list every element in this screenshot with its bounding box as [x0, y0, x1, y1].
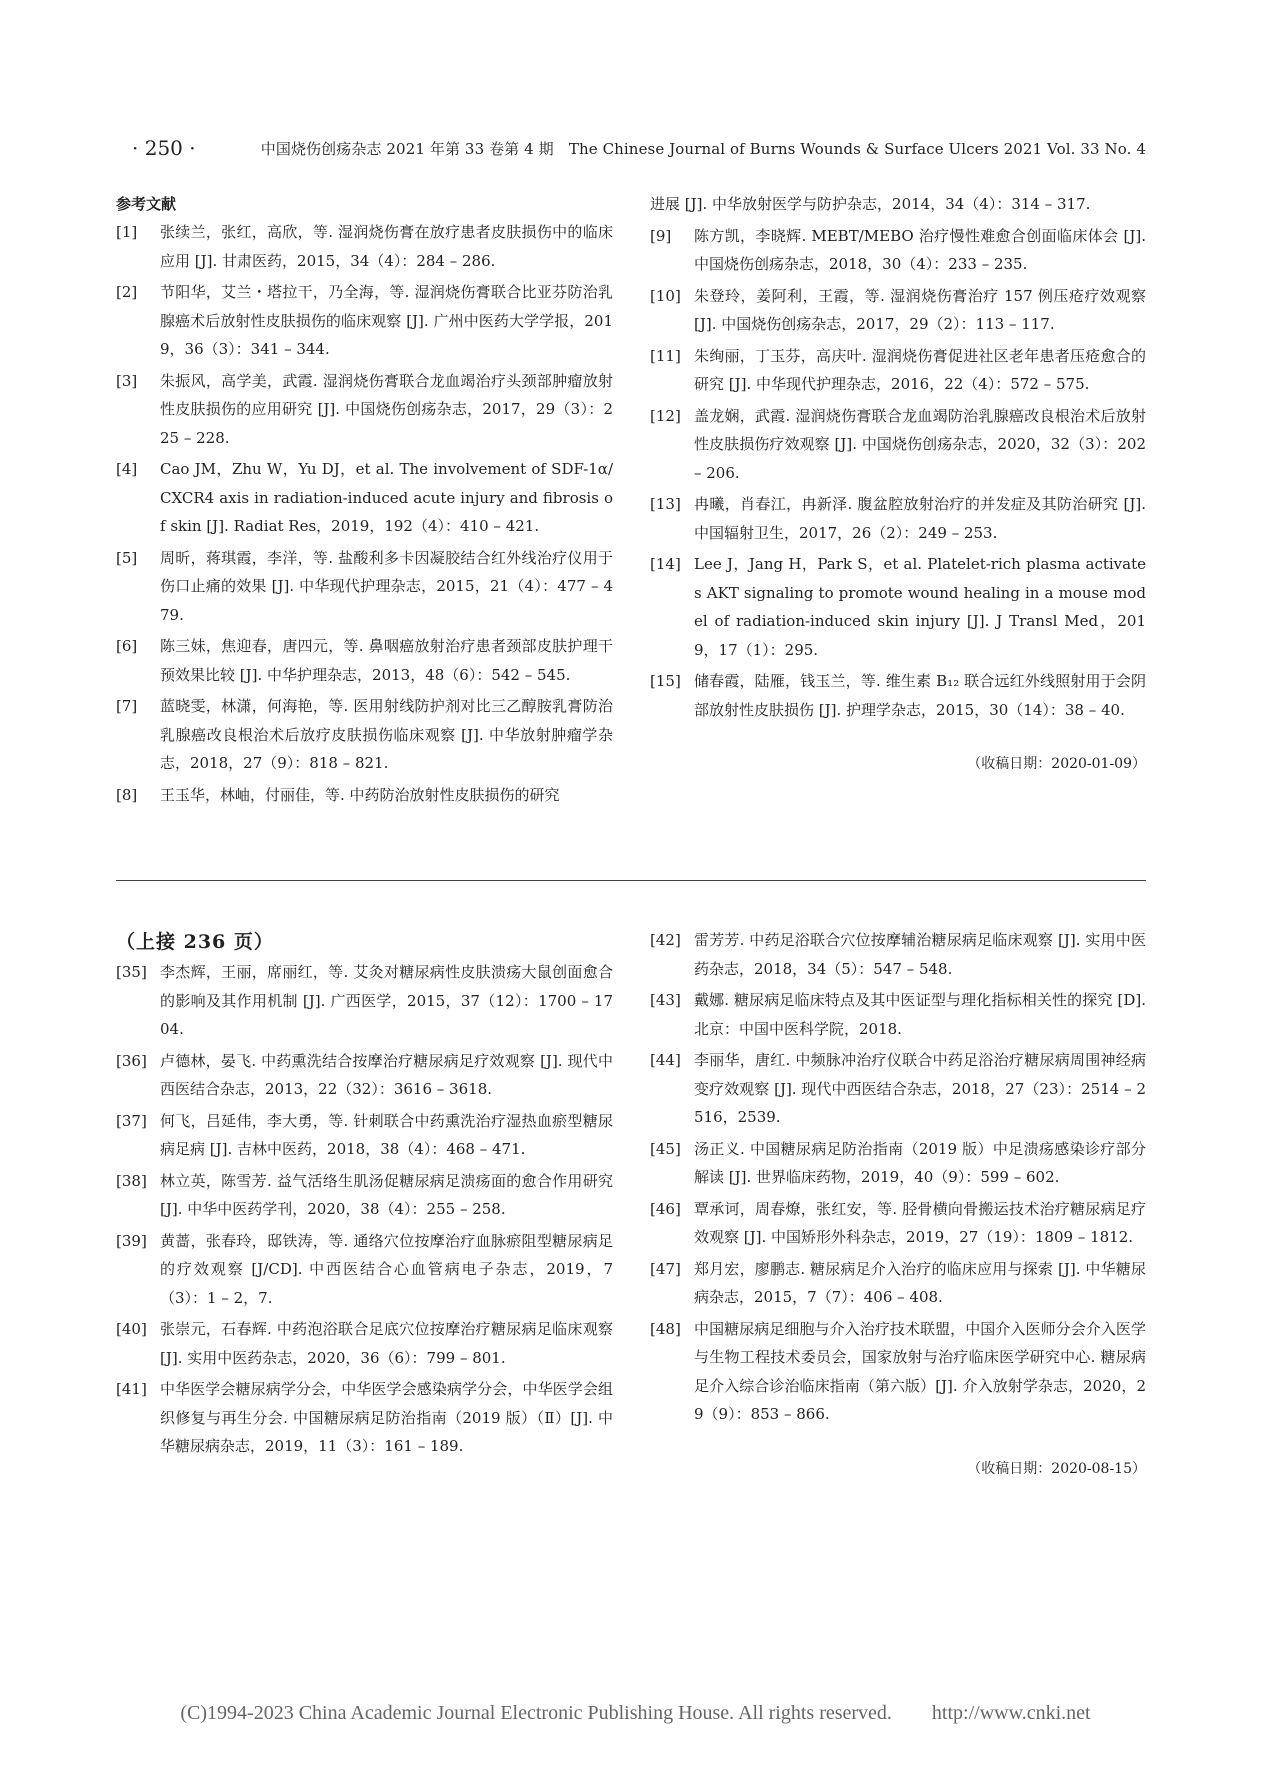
reference-number: [10] — [650, 286, 681, 305]
reference-text: 李杰辉，王丽，席丽红，等. 艾灸对糖尿病性皮肤溃疡大鼠创面愈合的影响及其作用机制 [J]. 广西医学，2015，37（12）：1700 – 1704. — [160, 963, 613, 1038]
reference-text: 朱绚丽，丁玉芬，高庆叶. 湿润烧伤膏促进社区老年患者压疮愈合的研究 [J]. 中华现代护理杂志，2016，22（4）：572 – 575. — [694, 346, 1146, 393]
reference-number: [5] — [116, 548, 138, 567]
reference-number: [39] — [116, 1231, 147, 1250]
reference-item — [650, 550, 1146, 664]
copyright-footer: (C)1994-2023 China Academic Journal Electronic Publishing House. All rights reserved. http://www.cnki.net — [180, 1702, 1091, 1724]
reference-item — [116, 1107, 613, 1164]
reference-text: 储春霞，陆雁，钱玉兰，等. 维生素 B₁₂ 联合远红外线照射用于会阴部放射性皮肤损伤 [J]. 护理学杂志，2015，30（14）：38 – 40. — [694, 672, 1146, 719]
reference-item — [650, 1255, 1146, 1312]
section-divider — [116, 880, 1146, 881]
reference-text: 卢德林，晏飞. 中药熏洗结合按摩治疗糖尿病足疗效观察 [J]. 现代中西医结合杂志，2013，22（32）：3616 – 3618. — [160, 1051, 613, 1098]
reference-text: 王玉华，林岫，付丽佳，等. 中药防治放射性皮肤损伤的研究 — [160, 785, 560, 804]
reference-text: 戴娜. 糖尿病足临床特点及其中医证型与理化指标相关性的探究 [D]. 北京：中国中医科学院，2018. — [694, 991, 1146, 1038]
reference-number: [43] — [650, 991, 681, 1009]
reference-item — [650, 342, 1146, 399]
reference-item — [116, 544, 613, 630]
reference-item — [116, 1227, 613, 1313]
reference-text: Lee J，Jang H，Park S，et al. Platelet-rich plasma activates AKT signaling to promote wound healing in a mouse model of radiation-induced skin injury [J]. J Transl Med，2019，17（1）：295. — [694, 555, 1146, 659]
reference-item — [116, 632, 613, 689]
reference-item — [650, 282, 1146, 339]
page-number: · 250 · — [132, 136, 196, 160]
reference-item — [116, 278, 613, 364]
reference-item — [116, 218, 613, 275]
reference-item — [650, 1135, 1146, 1192]
reference-number: [48] — [650, 1319, 681, 1338]
reference-text: 陈三妹，焦迎春，唐四元，等. 鼻咽癌放射治疗患者颈部皮肤护理干预效果比较 [J]. 中华护理杂志，2013，48（6）：542 – 545. — [160, 637, 613, 684]
reference-item — [116, 1167, 613, 1224]
reference-list — [116, 958, 613, 1461]
reference-item — [650, 222, 1146, 279]
reference-text: 雷芳芳. 中药足浴联合穴位按摩辅治糖尿病足临床观察 [J]. 实用中医药杂志，2018，34（5）：547 – 548. — [694, 931, 1146, 978]
reference-text: Cao JM，Zhu W，Yu DJ，et al. The involvement of SDF-1α/CXCR4 axis in radiation-induced acute injury and fibrosis of skin [J]. Radiat Res，2019，192（4）：410 – 421. — [160, 460, 613, 535]
reference-number: [12] — [650, 406, 681, 425]
reference-text: 汤正义. 中国糖尿病足防治指南（2019 版）中足溃疡感染诊疗部分解读 [J]. 世界临床药物，2019，40（9）：599 – 602. — [694, 1139, 1146, 1186]
reference-number: [44] — [650, 1051, 681, 1069]
reference-text: 陈方凯，李晓辉. MEBT/MEBO 治疗慢性难愈合创面临床体会 [J]. 中国烧伤创疡杂志，2018，30（4）：233 – 235. — [694, 226, 1146, 273]
reference-number: [36] — [116, 1051, 147, 1070]
reference-text: 黄蔷，张春玲，邸铁涛，等. 通络穴位按摩治疗血脉瘀阻型糖尿病足的疗效观察 [J/CD]. 中西医结合心血管病电子杂志，2019，7（3）：1 – 2，7. — [160, 1231, 613, 1307]
reference-item — [116, 455, 613, 541]
reference-number: [7] — [116, 697, 138, 715]
reference-number: [11] — [650, 346, 681, 365]
reference-number: [13] — [650, 495, 681, 513]
reference-text: 何飞，吕延伟，李大勇，等. 针刺联合中药熏洗治疗湿热血瘀型糖尿病足病 [J]. 吉林中医药，2018，38（4）：468 – 471. — [160, 1111, 613, 1158]
reference-number: [3] — [116, 371, 138, 390]
reference-text: 冉曦，肖春江，冉新泽. 腹盆腔放射治疗的并发症及其防治研究 [J]. 中国辐射卫生，2017，26（2）：249 – 253. — [694, 495, 1146, 542]
reference-continuation: 进展 [J]. 中华放射医学与防护杂志，2014，34（4）：314 – 317. — [650, 195, 1091, 213]
running-title: 中国烧伤创疡杂志 2021 年第 33 卷第 4 期 The Chinese Journal of Burns Wounds & Surface Ulcers 2021 Vol. 33 No. 4 — [260, 140, 1146, 158]
page-header — [116, 136, 1146, 166]
reference-number: [2] — [116, 283, 138, 301]
reference-number: [40] — [116, 1320, 147, 1338]
reference-text: 朱登玲，姜阿利，王霞，等. 湿润烧伤膏治疗 157 例压疮疗效观察 [J]. 中国烧伤创疡杂志，2017，29（2）：113 – 117. — [694, 286, 1146, 333]
references-right-column — [650, 190, 1146, 779]
reference-number: [1] — [116, 223, 138, 241]
reference-number: [15] — [650, 672, 681, 690]
reference-item — [650, 1195, 1146, 1252]
reference-number: [9] — [650, 226, 672, 245]
reference-number: [46] — [650, 1199, 681, 1218]
reference-item — [116, 1375, 613, 1461]
reference-number: [35] — [116, 963, 147, 981]
reference-list — [650, 222, 1146, 725]
reference-item — [116, 958, 613, 1044]
reference-number: [37] — [116, 1111, 147, 1130]
reference-text: 中国糖尿病足细胞与介入治疗技术联盟，中国介入医师分会介入医学与生物工程技术委员会，国家放射与治疗临床医学研究中心. 糖尿病足介入综合诊治临床指南（第六版）[J]. 介入放射学杂志，2020，29（9）：853 – 866. — [694, 1319, 1146, 1423]
reference-item — [116, 692, 613, 778]
reference-text: 张崇元，石春辉. 中药泡浴联合足底穴位按摩治疗糖尿病足临床观察 [J]. 实用中医药杂志，2020，36（6）：799 – 801. — [160, 1320, 613, 1367]
reference-number: [38] — [116, 1171, 147, 1190]
reference-text: 中华医学会糖尿病学分会，中华医学会感染病学分会，中华医学会组织修复与再生分会. 中国糖尿病足防治指南（2019 版）（Ⅱ）[J]. 中华糖尿病杂志，2019，11（3）：161 – 189. — [160, 1380, 613, 1455]
received-date: （收稿日期：2020-08-15） — [967, 1460, 1146, 1477]
reference-text: 张续兰，张红，高欣，等. 湿润烧伤膏在放疗患者皮肤损伤中的临床应用 [J]. 甘肃医药，2015，34（4）：284 – 286. — [160, 223, 613, 270]
reference-item — [116, 781, 613, 810]
reference-text: 李丽华，唐红. 中频脉冲治疗仪联合中药足浴治疗糖尿病周围神经病变疗效观察 [J]. 现代中西医结合杂志，2018，27（23）：2514 – 2516，2539. — [694, 1051, 1146, 1126]
reference-item — [116, 1315, 613, 1372]
reference-number: [45] — [650, 1139, 681, 1158]
reference-item — [650, 986, 1146, 1043]
reference-number: [8] — [116, 785, 138, 804]
reference-text: 朱振风，高学美，武霞. 湿润烧伤膏联合龙血竭治疗头颈部肿瘤放射性皮肤损伤的应用研究 [J]. 中国烧伤创疡杂志，2017，29（3）：225 – 228. — [160, 371, 613, 447]
reference-item — [650, 490, 1146, 547]
reference-text: 节阳华，艾兰・塔拉干，乃全海，等. 湿润烧伤膏联合比亚芬防治乳腺癌术后放射性皮肤损伤的临床观察 [J]. 广州中医药大学学报，2019，36（3）：341 – 344. — [160, 283, 613, 358]
reference-item — [650, 1315, 1146, 1429]
reference-number: [41] — [116, 1380, 147, 1398]
reference-text: 盖龙娴，武霞. 湿润烧伤膏联合龙血竭防治乳腺癌改良根治术后放射性皮肤损伤疗效观察 [J]. 中国烧伤创疡杂志，2020，32（3）：202 – 206. — [694, 406, 1146, 482]
reference-item — [650, 926, 1146, 983]
reference-item — [650, 1046, 1146, 1132]
reference-item — [650, 402, 1146, 488]
reference-list — [116, 218, 613, 809]
reference-text: 林立英，陈雪芳. 益气活络生肌汤促糖尿病足溃疡面的愈合作用研究 [J]. 中华中医药学刊，2020，38（4）：255 – 258. — [160, 1171, 613, 1218]
reference-text: 覃承诃，周春燎，张红安，等. 胫骨横向骨搬运技术治疗糖尿病足疗效观察 [J]. 中国矫形外科杂志，2019，27（19）：1809 – 1812. — [694, 1199, 1146, 1246]
references-left-column — [116, 190, 613, 812]
reference-number: [47] — [650, 1259, 681, 1278]
reference-item — [116, 1047, 613, 1104]
reference-number: [14] — [650, 555, 681, 573]
reference-text: 蓝晓雯，林潇，何海艳，等. 医用射线防护剂对比三乙醇胺乳膏防治乳腺癌改良根治术后放疗皮肤损伤临床观察 [J]. 中华放射肿瘤学杂志，2018，27（9）：818 – 821. — [160, 697, 613, 772]
section-title: 参考文献 — [116, 195, 177, 213]
reference-number: [42] — [650, 931, 681, 949]
reference-list — [650, 926, 1146, 1429]
reference-number: [6] — [116, 637, 138, 655]
received-date: （收稿日期：2020-01-09） — [967, 756, 1146, 772]
reference-text: 周昕，蒋琪霞，李洋，等. 盐酸利多卡因凝胶结合红外线治疗仪用于伤口止痛的效果 [J]. 中华现代护理杂志，2015，21（4）：477 – 479. — [160, 548, 613, 624]
reference-item — [650, 667, 1146, 724]
reference-item — [116, 367, 613, 453]
continued-references-right-column — [650, 926, 1146, 1483]
reference-text: 郑月宏，廖鹏志. 糖尿病足介入治疗的临床应用与探索 [J]. 中华糖尿病杂志，2015，7（7）：406 – 408. — [694, 1259, 1146, 1306]
reference-number: [4] — [116, 460, 138, 478]
continued-from-label: （上接 236 页） — [116, 931, 274, 953]
continued-references-left-column — [116, 926, 613, 1464]
